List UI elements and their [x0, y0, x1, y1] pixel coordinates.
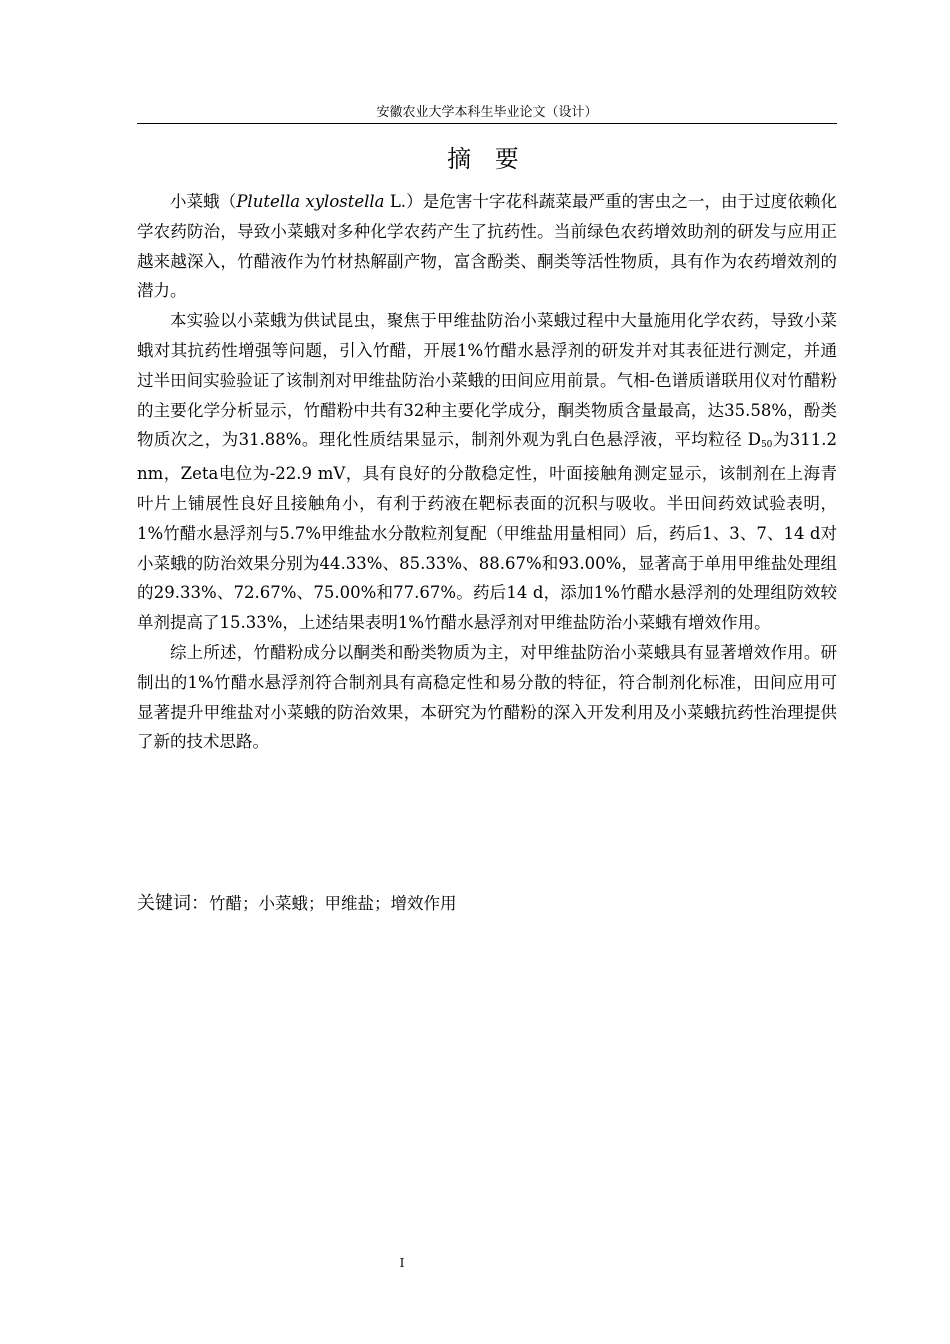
- keywords-line: [137, 889, 837, 919]
- running-header: 安徽农业大学本科生毕业论文（设计）: [376, 105, 598, 120]
- paragraph-1-text: L.）是危害十字花科蔬菜最严重的害虫之一，由于过度依赖化学农药防治，导致小菜蛾对多种化学农药产生了抗药性。当前绿色农药增效助剂的研发与应用正越来越深入，竹醋液作为竹材热解副产物，富含酚类、酮类等活性物质，具有作为农药增效剂的潜力。: [137, 192, 838, 301]
- keywords-list: 竹醋；小菜蛾；甲维盐；增效作用: [209, 894, 457, 913]
- paragraph-2-text-b: 为311.2 nm，Zeta电位为-22.9 mV，具有良好的分散稳定性，叶面接触角测定显示，该制剂在上海青叶片上铺展性良好且接触角小，有利于药液在靶标表面的沉积与吸收。半田间药效试验表明，1%竹醋水悬浮剂与5.7%甲维盐水分散粒剂复配（甲维盐用量相同）后，药后1、3、7、14 d对小菜蛾的防治效果分别为44.33%、85.33%、88.67%和93.00%，显著高于单用甲维盐处理组的29.33%、72.67%、75.00%和77.67%。药后14 d，添加1%竹醋水悬浮剂的处理组防效较单剂提高了15.33%，上述结果表明1%竹醋水悬浮剂对甲维盐防治小菜蛾有增效作用。: [137, 430, 837, 633]
- abstract-paragraph-3: 综上所述，竹醋粉成分以酮类和酚类物质为主，对甲维盐防治小菜蛾具有显著增效作用。研制出的1%竹醋水悬浮剂符合制剂具有高稳定性和易分散的特征，符合制剂化标准，田间应用可显著提升甲维盐对小菜蛾的防治效果，本研究为竹醋粉的深入开发利用及小菜蛾抗药性治理提供了新的技术思路。: [137, 642, 837, 752]
- abstract-paragraph-1: [137, 187, 837, 306]
- abstract-title: 摘 要: [447, 145, 527, 173]
- page-number: I: [399, 1256, 405, 1270]
- keywords-label: 关键词：: [137, 893, 209, 914]
- abstract-paragraph-2: [137, 306, 837, 638]
- header-divider: [137, 123, 837, 124]
- paragraph-2-text-a: 本实验以小菜蛾为供试昆虫，聚焦于甲维盐防治小菜蛾过程中大量施用化学农药，导致小菜蛾对其抗药性增强等问题，引入竹醋，开展1%竹醋水悬浮剂的研发并对其表征进行测定，并通过半田间实验验证了该制剂对甲维盐防治小菜蛾的田间应用前景。气相-色谱质谱联用仪对竹醋粉的主要化学分析显示，竹醋粉中共有32种主要化学成分，酮类物质含量最高，达35.58%，酚类物质次之，为31.88%。理化性质结果显示，制剂外观为乳白色悬浮液，平均粒径 D: [137, 311, 837, 450]
- species-latin-name: Plutella xylostella: [236, 192, 385, 211]
- abstract-body: [137, 187, 837, 757]
- paragraph-1-intro: 小菜蛾（: [170, 192, 237, 211]
- d50-subscript: 50: [760, 440, 773, 451]
